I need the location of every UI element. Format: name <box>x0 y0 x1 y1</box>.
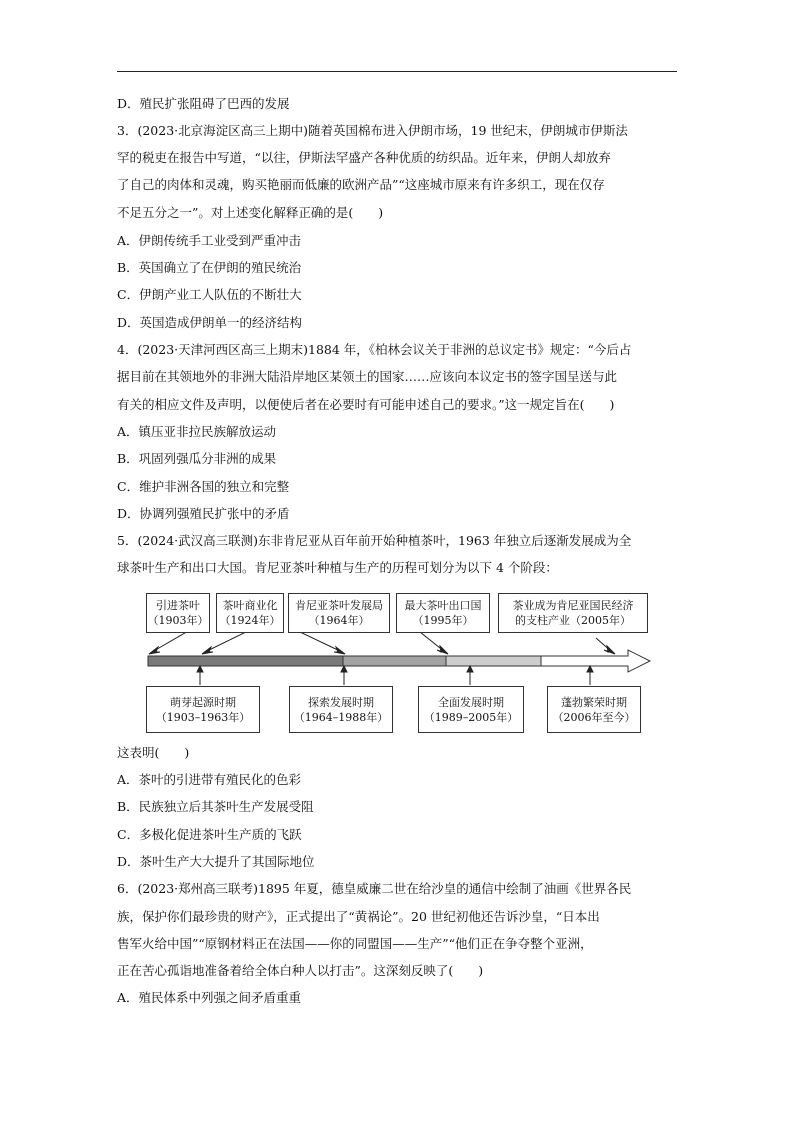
q4-line-1: 4．(2023·天津河西区高三上期末)1884 年，《柏林会议关于非洲的总议定书》规定：“今后占 <box>117 342 632 357</box>
q3-option-b: B．英国确立了在伊朗的殖民统治 <box>117 260 302 275</box>
q5-line-2: 球茶叶生产和出口大国。肯尼亚茶叶种植与生产的历程可划分为以下 4 个阶段： <box>117 560 558 575</box>
q4-option-c: C．维护非洲各国的独立和完整 <box>117 479 290 494</box>
bottom-box-4-period: （2006年至今） <box>552 710 636 724</box>
q5-option-a: A．茶叶的引进带有殖民化的色彩 <box>117 772 302 787</box>
bottom-arrows <box>197 666 593 685</box>
bar-seg-3 <box>446 656 541 666</box>
q6-line-2: 族，保护你们最珍贵的财产》，正式提出了“黄祸论”。20 世纪初他还告诉沙皇，“日本出 <box>117 909 600 924</box>
top-box-3-year: （1964年） <box>308 614 370 627</box>
timeline-bottom-box-4 <box>547 686 641 733</box>
top-box-5-line-1: 茶业成为肯尼亚国民经济 <box>512 599 634 612</box>
timeline-top-box-4 <box>396 593 490 633</box>
q4-line-2: 据目前在其领地外的非洲大陆沿岸地区某领土的国家……应该向本议定书的签字国呈送与此 <box>117 369 618 384</box>
q4-option-b: B．巩固列强瓜分非洲的成果 <box>117 451 277 466</box>
timeline-top-box-5 <box>498 593 648 633</box>
top-box-1-year: （1903年） <box>147 614 209 627</box>
q3-line-1: 3．(2023·北京海淀区高三上期中)随着英国棉布进入伊朗市场，19 世纪末，伊朗城市伊斯法 <box>117 123 628 138</box>
bar-seg-1 <box>148 656 343 666</box>
q6-option-a: A．殖民体系中列强之间矛盾重重 <box>117 990 302 1005</box>
arrowhead-bottom-2 <box>341 666 347 672</box>
q4-line-3: 有关的相应文件及声明，以便使后者在必要时有可能申述自己的要求。”这一规定旨在( ) <box>117 397 615 412</box>
q5-option-d: D．茶叶生产大大提升了其国际地位 <box>117 854 315 869</box>
arrowhead-bottom-4 <box>587 666 593 672</box>
top-box-5-line-2: 的支柱产业（2005年） <box>515 614 631 627</box>
top-box-4-title: 最大茶叶出口国 <box>404 599 482 612</box>
arrowhead-top-3 <box>334 647 345 654</box>
q6-line-3: 售军火给中国”“原钢材料正在法国——你的同盟国——生产”“他们正在争夺整个亚洲， <box>117 936 593 951</box>
q3-option-c: C．伊朗产业工人队伍的不断壮大 <box>117 287 302 302</box>
top-box-3-title: 肯尼亚茶叶发展局 <box>295 599 383 612</box>
bar-seg-2 <box>343 656 446 666</box>
top-box-1-title: 引进茶叶 <box>156 599 200 612</box>
q4-option-d: D．协调列强殖民扩张中的矛盾 <box>117 506 290 521</box>
timeline-bottom-box-2 <box>289 686 393 733</box>
prev-option-d: D．殖民扩张阻碍了巴西的发展 <box>117 96 290 111</box>
q3-option-a: A．伊朗传统手工业受到严重冲击 <box>117 233 302 248</box>
arrowhead-top-5 <box>604 646 615 654</box>
timeline-bottom-box-3 <box>418 686 524 733</box>
q3-option-d: D．英国造成伊朗单一的经济结构 <box>117 315 303 330</box>
timeline-bottom-box-1 <box>146 686 260 733</box>
top-box-2-year: （1924年） <box>219 614 281 627</box>
q3-line-3: 了自己的肉体和灵魂，购买艳丽而低廉的欧洲产品”“这座城市原来有许多织工，现在仅存 <box>117 177 605 192</box>
q5-option-b: B．民族独立后其茶叶生产发展受阻 <box>117 799 314 814</box>
top-arrows <box>149 630 615 654</box>
q5-line-1: 5．(2024·武汉高三联测)东非肯尼亚从百年前开始种植茶叶，1963 年独立后逐渐发展成为全 <box>117 533 632 548</box>
timeline-top-box-1 <box>146 593 210 633</box>
bottom-box-2-title: 探索发展时期 <box>308 695 374 709</box>
q3-line-2: 罕的税吏在报告中写道，“以往，伊斯法罕盛产各种优质的纺织品。近年来，伊朗人却放弃 <box>117 150 611 165</box>
timeline-top-box-3 <box>288 593 390 633</box>
arrowhead-bottom-1 <box>197 666 203 672</box>
q3-line-4: 不足五分之一”。对上述变化解释正确的是( ) <box>117 205 384 220</box>
q4-option-a: A．镇压亚非拉民族解放运动 <box>117 424 277 439</box>
arrowhead-top-2 <box>202 647 213 654</box>
bar-seg-4-arrow <box>541 650 650 672</box>
arrow-top-2 <box>205 630 250 652</box>
q5-option-c: C．多极化促进茶叶生产质的飞跃 <box>117 827 302 842</box>
top-box-2-title: 茶叶商业化 <box>222 599 278 612</box>
bottom-box-3-title: 全面发展时期 <box>438 695 504 709</box>
top-box-4-year: （1995年） <box>412 614 474 627</box>
q5-after-diagram: 这表明( ) <box>117 745 190 760</box>
q6-line-4: 正在苦心孤诣地准备着给全体白种人以打击”。这深刻反映了( ) <box>117 963 484 978</box>
q6-line-1: 6．(2023·郑州高三联考)1895 年夏，德皇威廉二世在给沙皇的通信中绘制了油画《世界各民 <box>117 881 632 896</box>
arrow-top-3 <box>300 632 342 652</box>
bottom-box-2-period: （1964–1988年） <box>293 710 389 724</box>
bottom-box-1-period: （1903–1963年） <box>155 710 251 724</box>
arrowhead-bottom-3 <box>467 666 473 672</box>
bottom-box-1-title: 萌芽起源时期 <box>170 695 236 709</box>
bottom-box-4-title: 蓬勃繁荣时期 <box>561 695 627 709</box>
bottom-box-3-period: （1989–2005年） <box>423 710 519 724</box>
timeline-top-box-2 <box>216 593 284 633</box>
